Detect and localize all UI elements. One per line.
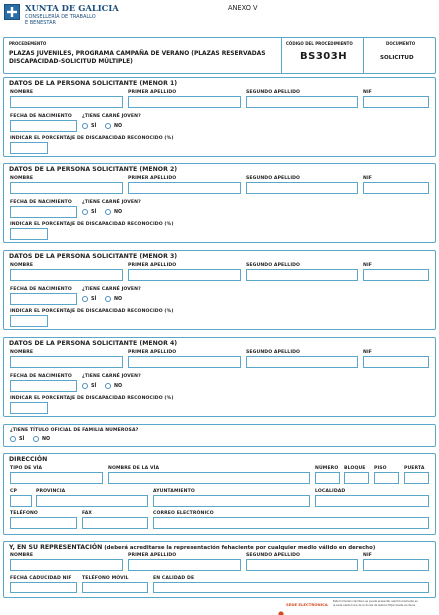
footer-note-line-1: Este formulario también se puede presentar electrónicamente en [333,600,419,603]
segundo-apellido-field[interactable] [246,182,358,194]
localidad-label: LOCALIDAD [315,489,346,494]
document-type: SOLICITUD [380,55,414,61]
representacion-title-note: (deberá acreditarse la representación fehaciente por cualquier medio válido en derecho) [102,545,376,551]
nombre-label: NOMBRE [10,176,34,181]
numero-label: NÚMERO [315,466,339,471]
carne-joven-no-radio[interactable] [105,383,111,389]
primer-apellido-field[interactable] [128,269,241,281]
nif-label: NIF [363,176,372,181]
rep-fecha-caducidad-field[interactable] [10,582,77,593]
nombre-field[interactable] [10,96,123,108]
fecha-nacimiento-label: FECHA DE NACIMIENTO [10,114,72,119]
tipo-via-field[interactable] [10,472,103,484]
cp-label: CP [10,489,17,494]
minor-2-title: DATOS DE LA PERSONA SOLICITANTE (MENOR 2) [9,166,178,173]
minor-4-title: DATOS DE LA PERSONA SOLICITANTE (MENOR 4) [9,340,178,347]
sede-electronica-label: SEDE ELECTRÓNICA [286,602,328,607]
segundo-apellido-field[interactable] [246,96,358,108]
procedure-title-line-1: PLAZAS JUVENILES, PROGRAMA CAMPAÑA DE VERANO (PLAZAS RESERVADAS [9,51,266,57]
segundo-apellido-field[interactable] [246,356,358,368]
piso-label: PISO [374,466,387,471]
xunta-logo-icon [4,4,20,20]
nombre-via-field[interactable] [108,472,310,484]
localidad-field[interactable] [315,495,429,507]
discapacidad-field[interactable] [10,228,48,240]
rep-telefono-movil-field[interactable] [82,582,148,593]
nombre-label: NOMBRE [10,263,34,268]
segundo-apellido-label: SEGUNDO APELLIDO [246,263,301,268]
nif-field[interactable] [363,182,429,194]
primer-apellido-field[interactable] [128,182,241,194]
fax-field[interactable] [82,517,148,529]
nombre-label: NOMBRE [10,350,34,355]
puerta-label: PUERTA [404,466,425,471]
discapacidad-label: INDICAR EL PORCENTAJE DE DISCAPACIDAD RECONOCIDO (%) [10,396,174,401]
carne-joven-label: ¿TIENE CARNÉ JOVEN? [82,374,141,379]
carne-joven-si-radio[interactable] [82,123,88,129]
representacion-title-main: Y, EN SU REPRESENTACIÓN [9,544,103,551]
carne-joven-no-label: NO [114,210,123,215]
carne-joven-no-label: NO [114,297,123,302]
primer-apellido-label: PRIMER APELLIDO [128,90,177,95]
primer-apellido-field[interactable] [128,96,241,108]
org-name: XUNTA DE GALICIA [25,3,119,13]
numero-field[interactable] [315,472,340,484]
rep-nombre-field[interactable] [10,559,123,571]
provincia-field[interactable] [36,495,148,507]
segundo-apellido-label: SEGUNDO APELLIDO [246,90,301,95]
fecha-nacimiento-field[interactable] [10,206,77,218]
carne-joven-no-label: NO [114,124,123,129]
footer-note-line-2: la sede electrónica de la Xunta de Galicia https://sede.xunta.es [333,604,416,607]
fecha-nacimiento-label: FECHA DE NACIMIENTO [10,200,72,205]
ayuntamiento-label: AYUNTAMIENTO [153,489,195,494]
nif-field[interactable] [363,269,429,281]
carne-joven-si-radio[interactable] [82,383,88,389]
document-label: DOCUMENTO [386,41,416,46]
representacion-title [9,544,375,551]
nif-label: NIF [363,263,372,268]
nif-label: NIF [363,90,372,95]
bloque-label: BLOQUE [344,466,366,471]
rep-en-calidad-field[interactable] [153,582,429,593]
discapacidad-field[interactable] [10,315,48,327]
primer-apellido-label: PRIMER APELLIDO [128,176,177,181]
rep-nif-label: NIF [363,553,372,558]
rep-fecha-caducidad-label: FECHA CADUCIDAD NIF [10,576,72,581]
fecha-nacimiento-field[interactable] [10,120,77,132]
direccion-title: DIRECCIÓN [9,456,48,463]
rep-telefono-movil-label: TELÉFONO MÓVIL [82,576,129,581]
fax-label: FAX [82,511,93,516]
carne-joven-no-label: NO [114,384,123,389]
primer-apellido-field[interactable] [128,356,241,368]
tipo-via-label: TIPO DE VÍA [10,466,43,471]
nombre-field[interactable] [10,269,123,281]
carne-joven-si-label: SÍ [91,124,97,129]
segundo-apellido-field[interactable] [246,269,358,281]
carne-joven-label: ¿TIENE CARNÉ JOVEN? [82,200,141,205]
bloque-field[interactable] [344,472,369,484]
nif-field[interactable] [363,356,429,368]
familia-numerosa-no-label: NO [42,437,51,442]
puerta-field[interactable] [404,472,429,484]
carne-joven-label: ¿TIENE CARNÉ JOVEN? [82,287,141,292]
familia-numerosa-no-radio[interactable] [33,436,39,442]
fecha-nacimiento-label: FECHA DE NACIMIENTO [10,287,72,292]
fecha-nacimiento-field[interactable] [10,380,77,392]
rep-segundo-apellido-label: SEGUNDO APELLIDO [246,553,301,558]
rep-nombre-label: NOMBRE [10,553,34,558]
carne-joven-si-label: SÍ [91,297,97,302]
carne-joven-si-radio[interactable] [82,296,88,302]
nif-label: NIF [363,350,372,355]
rep-segundo-apellido-field[interactable] [246,559,358,571]
discapacidad-label: INDICAR EL PORCENTAJE DE DISCAPACIDAD RECONOCIDO (%) [10,136,174,141]
primer-apellido-label: PRIMER APELLIDO [128,263,177,268]
rep-en-calidad-label: EN CALIDAD DE [153,576,195,581]
discapacidad-label: INDICAR EL PORCENTAJE DE DISCAPACIDAD RECONOCIDO (%) [10,222,174,227]
carne-joven-si-label: SÍ [91,384,97,389]
telefono-field[interactable] [10,517,77,529]
segundo-apellido-label: SEGUNDO APELLIDO [246,350,301,355]
fecha-nacimiento-field[interactable] [10,293,77,305]
carne-joven-si-radio[interactable] [82,209,88,215]
carne-joven-no-radio[interactable] [105,209,111,215]
procedure-label: PROCEDEMENTO [9,41,47,46]
carne-joven-no-radio[interactable] [105,123,111,129]
nombre-field[interactable] [10,182,123,194]
nombre-field[interactable] [10,356,123,368]
procedure-code: BS303H [300,51,348,62]
rep-nif-field[interactable] [363,559,429,571]
segundo-apellido-label: SEGUNDO APELLIDO [246,176,301,181]
correo-field[interactable] [153,517,429,529]
minor-3-title: DATOS DE LA PERSONA SOLICITANTE (MENOR 3) [9,253,178,260]
minor-1-title: DATOS DE LA PERSONA SOLICITANTE (MENOR 1) [9,80,178,87]
familia-numerosa-si-label: SÍ [19,437,25,442]
discapacidad-field[interactable] [10,402,48,414]
carne-joven-si-label: SÍ [91,210,97,215]
nif-field[interactable] [363,96,429,108]
cp-field[interactable] [10,495,32,507]
rep-primer-apellido-label: PRIMER APELLIDO [128,553,177,558]
discapacidad-label: INDICAR EL PORCENTAJE DE DISCAPACIDAD RECONOCIDO (%) [10,309,174,314]
piso-field[interactable] [374,472,399,484]
procedure-code-label: CÓDIGO DEL PROCEDIMIENTO [286,41,353,46]
familia-numerosa-question: ¿TIENE TÍTULO OFICIAL DE FAMILIA NUMEROSA? [10,428,139,433]
fecha-nacimiento-label: FECHA DE NACIMIENTO [10,374,72,379]
provincia-label: PROVINCIA [36,489,66,494]
telefono-label: TELÉFONO [10,511,38,516]
procedure-title-line-2: DISCAPACIDAD-SOLICITUD MÚLTIPLE) [9,59,133,65]
correo-label: CORREO ELECTRÓNICO [153,511,214,516]
nombre-via-label: NOMBRE DE LA VÍA [108,466,160,471]
carne-joven-no-radio[interactable] [105,296,111,302]
nombre-label: NOMBRE [10,90,34,95]
ayuntamiento-field[interactable] [153,495,310,507]
department-line-1: CONSELLERÍA DE TRABALLO [25,14,96,20]
rep-primer-apellido-field[interactable] [128,559,241,571]
department-line-2: E BENESTAR [25,20,56,26]
annex-label: ANEXO V [228,4,258,12]
primer-apellido-label: PRIMER APELLIDO [128,350,177,355]
familia-numerosa-si-radio[interactable] [10,436,16,442]
sede-electronica-icon [278,602,284,608]
discapacidad-field[interactable] [10,142,48,154]
carne-joven-label: ¿TIENE CARNÉ JOVEN? [82,114,141,119]
